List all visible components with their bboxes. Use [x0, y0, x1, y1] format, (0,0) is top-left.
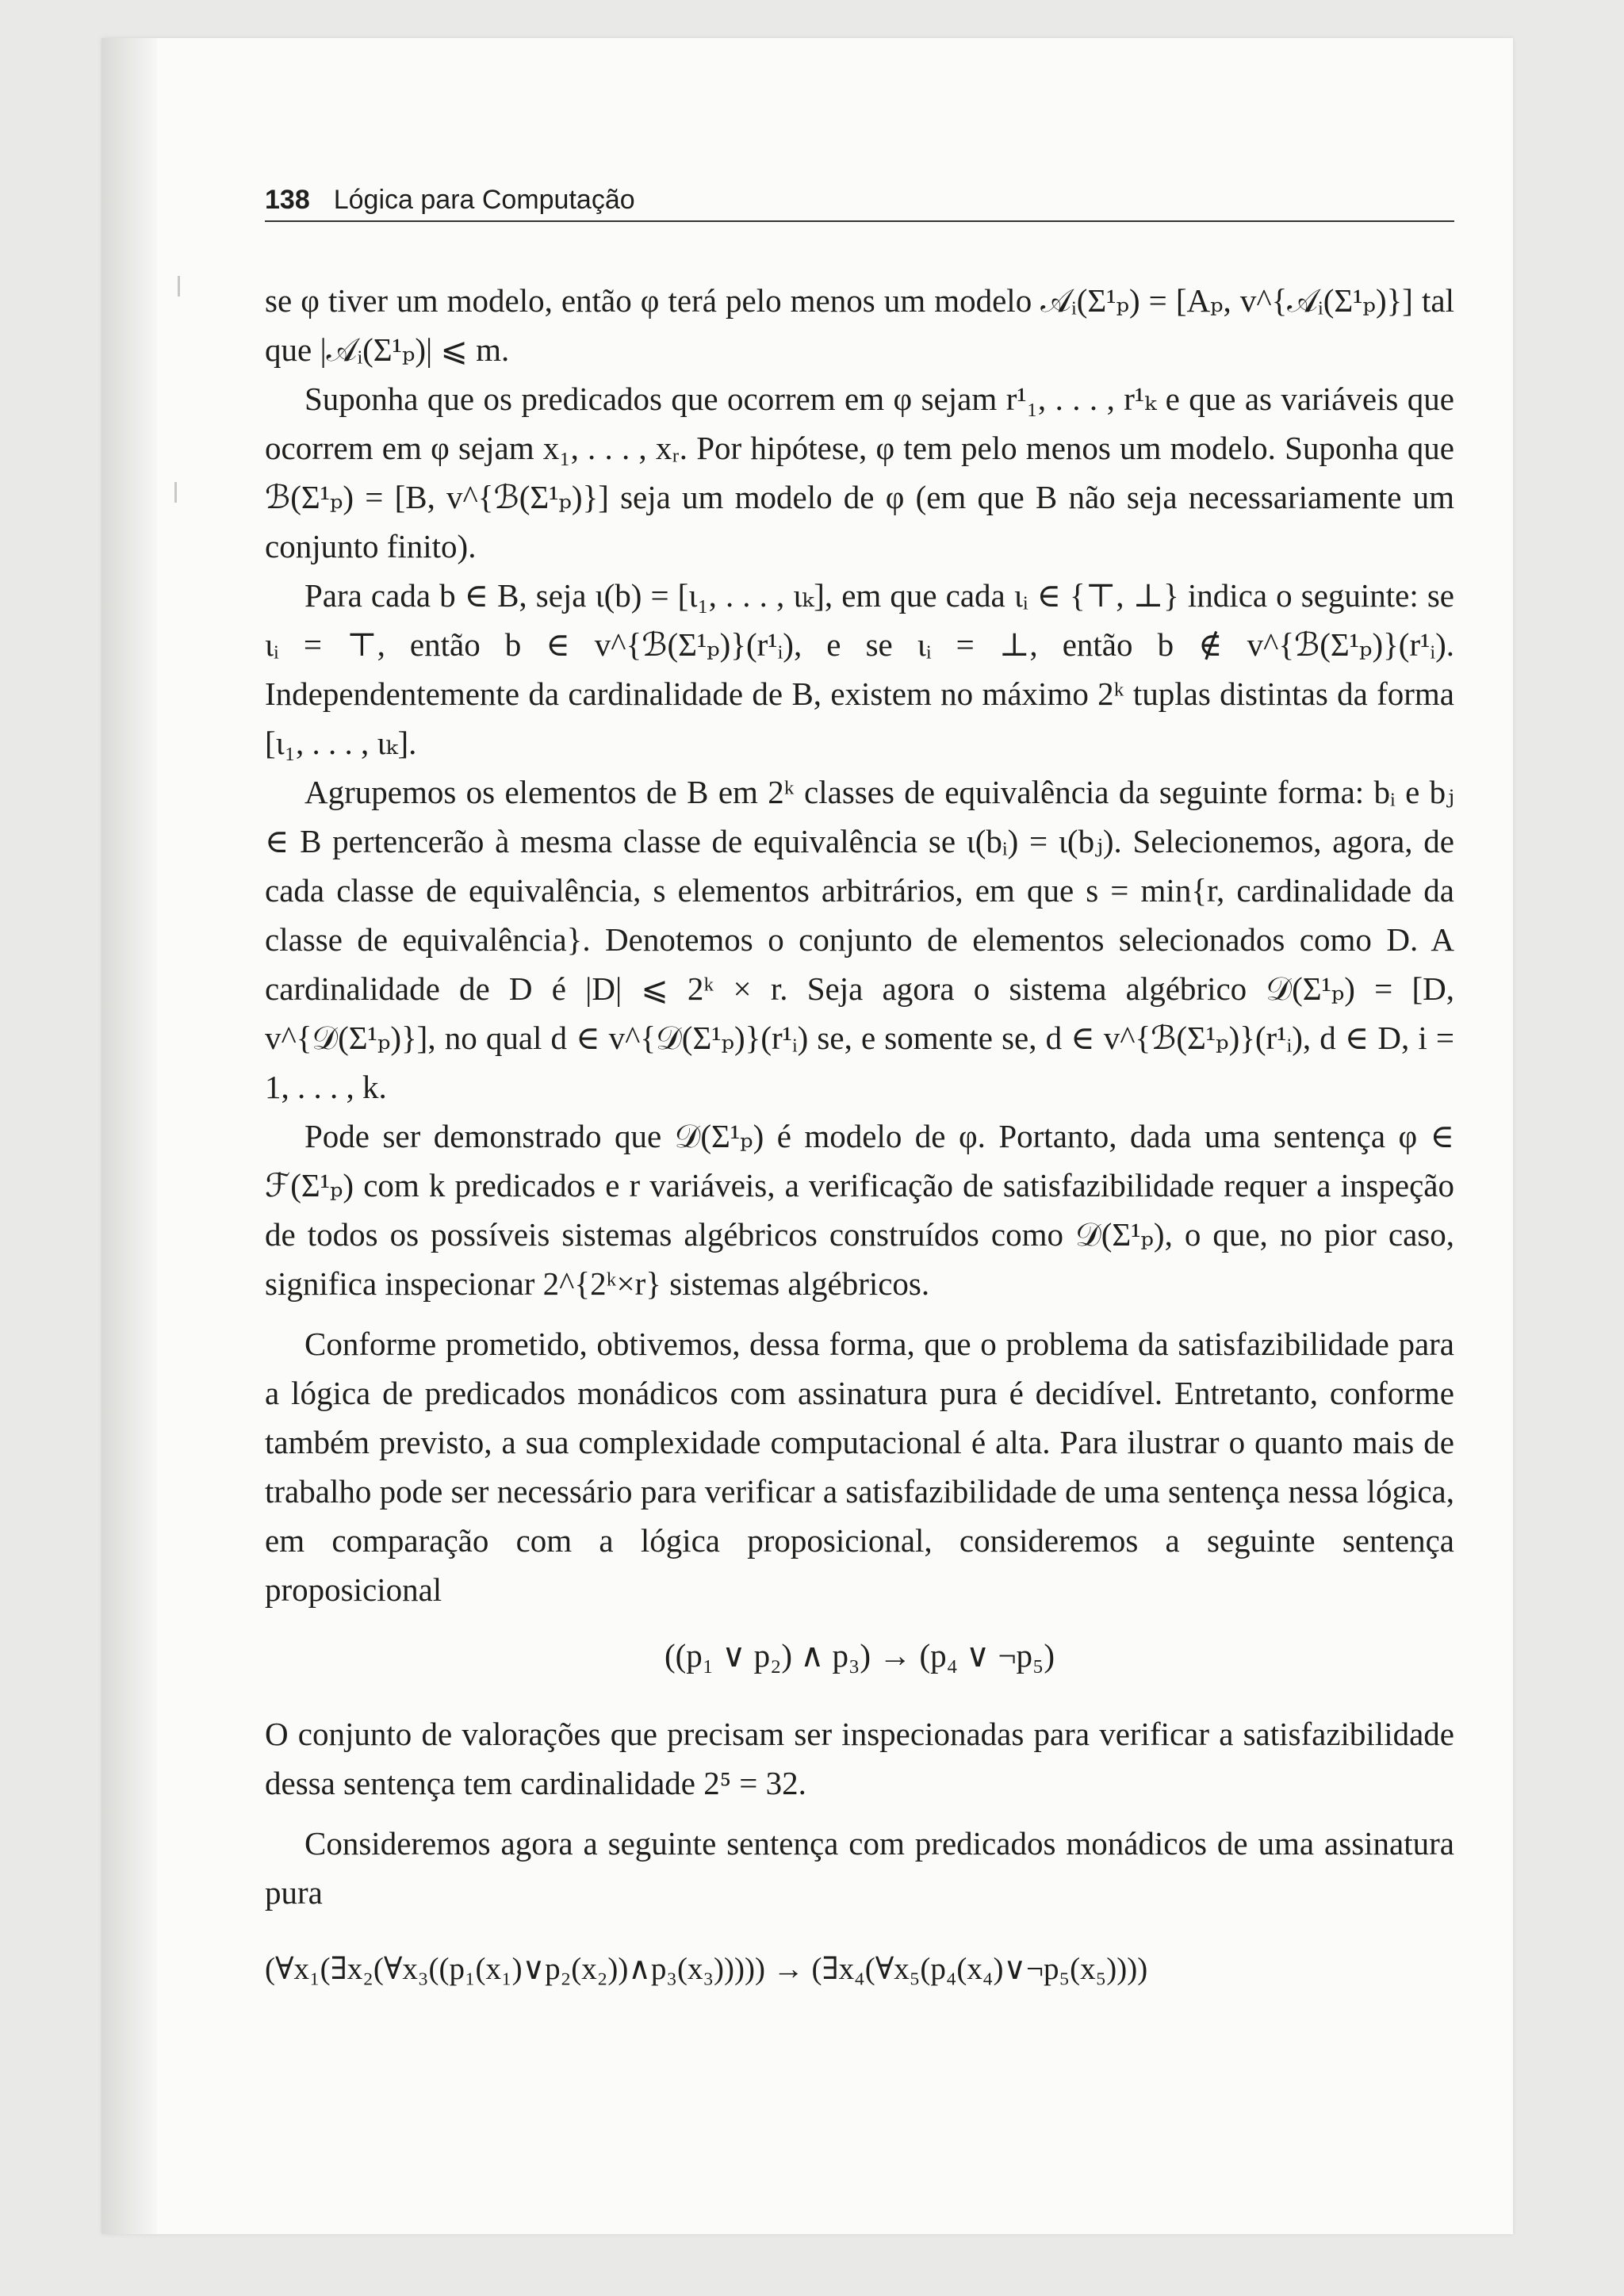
book-page — [102, 38, 1513, 2234]
propositional-formula: ((p₁ ∨ p₂) ∧ p₃) → (p₄ ∨ ¬p₅) — [664, 1637, 1055, 1674]
book-title: Lógica para Computação — [333, 185, 635, 215]
scan-mark — [178, 276, 180, 297]
page-body — [265, 276, 1454, 1993]
paragraph-3: Para cada b ∈ B, seja ι(b) = [ι₁, . . . , ιₖ], em que cada ιᵢ ∈ {⊤, ⊥} indica o seguinte: se ιᵢ = ⊤, então b ∈ v^{ℬ(Σ¹ₚ)}(r¹ᵢ), e se ιᵢ = ⊥, então b ∉ v^{ℬ(Σ¹ₚ)}(r¹ᵢ). Independentemente da cardinalidade de B, existem no máximo 2ᵏ tuplas distintas da forma [ι₁, . . . , ιₖ]. — [265, 577, 1454, 761]
running-header — [265, 176, 1454, 222]
paragraph-8: Consideremos agora a seguinte sentença com predicados monádicos de uma assinatura pura — [265, 1825, 1454, 1911]
paragraph-1: se φ tiver um modelo, então φ terá pelo menos um modelo 𝒜ᵢ(Σ¹ₚ) = [Aₚ, v^{𝒜ᵢ(Σ¹ₚ)}] tal que |𝒜ᵢ(Σ¹ₚ)| ⩽ m. — [265, 282, 1454, 368]
scan-mark — [174, 482, 177, 503]
paragraph-5: Pode ser demonstrado que 𝒟(Σ¹ₚ) é modelo de φ. Portanto, dada uma sentença φ ∈ ℱ(Σ¹ₚ) com k predicados e r variáveis, a verificação de satisfazibilidade requer a inspeção de todos os possíveis sistemas algébricos construídos como 𝒟(Σ¹ₚ), o que, no pior caso, significa inspecionar 2^{2ᵏ×r} sistemas algébricos. — [265, 1118, 1454, 1302]
paragraph-2: Suponha que os predicados que ocorrem em φ sejam r¹₁, . . . , r¹ₖ e que as variáveis que ocorrem em φ sejam x₁, . . . , xᵣ. Por hipótese, φ tem pelo menos um modelo. Suponha que ℬ(Σ¹ₚ) = [B, v^{ℬ(Σ¹ₚ)}] seja um modelo de φ (em que B não seja necessariamente um conjunto finito). — [265, 381, 1454, 564]
paragraph-6: Conforme prometido, obtivemos, dessa forma, que o problema da satisfazibilidade para a lógica de predicados monádicos com assinatura pura é decidível. Entretanto, conforme também previsto, a sua complexidade computacional é alta. Para ilustrar o quanto mais de trabalho pode ser necessário para verificar a satisfazibilidade de uma sentença nessa lógica, em comparação com a lógica proposicional, consideremos a seguinte sentença proposicional — [265, 1326, 1454, 1608]
paragraph-4: Agrupemos os elementos de B em 2ᵏ classes de equivalência da seguinte forma: bᵢ e bⱼ ∈ B pertencerão à mesma classe de equivalência se ι(bᵢ) = ι(bⱼ). Selecionemos, agora, de cada classe de equivalência, s elementos arbitrários, em que s = min{r, cardinalidade da classe de equivalência}. Denotemos o conjunto de elementos selecionados como D. A cardinalidade de D é |D| ⩽ 2ᵏ × r. Seja agora o sistema algébrico 𝒟(Σ¹ₚ) = [D, v^{𝒟(Σ¹ₚ)}], no qual d ∈ v^{𝒟(Σ¹ₚ)}(r¹ᵢ) se, e somente se, d ∈ v^{ℬ(Σ¹ₚ)}(r¹ᵢ), d ∈ D, i = 1, . . . , k. — [265, 774, 1454, 1105]
page-number: 138 — [265, 185, 310, 215]
paragraph-7: O conjunto de valorações que precisam ser inspecionadas para verificar a satisfazibilidade dessa sentença tem cardinalidade 2⁵ = 32. — [265, 1716, 1454, 1801]
monadic-formula: (∀x₁(∃x₂(∀x₃((p₁(x₁)∨p₂(x₂))∧p₃(x₃))))) → (∃x₄(∀x₅(p₄(x₄)∨¬p₅(x₅)))) — [265, 1952, 1148, 1986]
page-gutter-shadow — [102, 38, 157, 2234]
